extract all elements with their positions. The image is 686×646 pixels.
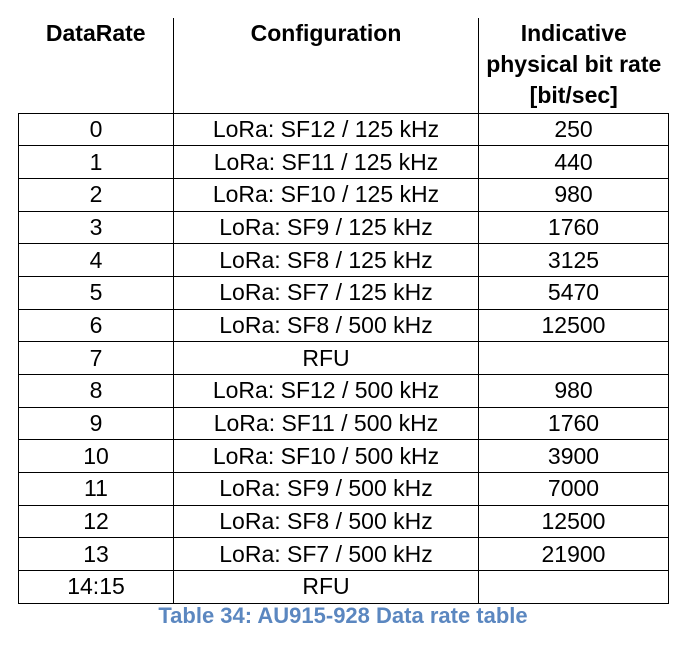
- cell-configuration: LoRa: SF8 / 500 kHz: [174, 309, 479, 342]
- header-configuration: Configuration: [174, 18, 479, 113]
- cell-configuration: LoRa: SF10 / 125 kHz: [174, 178, 479, 211]
- cell-configuration: LoRa: SF11 / 500 kHz: [174, 407, 479, 440]
- table-body: [19, 113, 669, 603]
- cell-configuration: LoRa: SF11 / 125 kHz: [174, 146, 479, 179]
- cell-configuration: LoRa: SF7 / 125 kHz: [174, 276, 479, 309]
- cell-bit-rate: 980: [479, 375, 669, 408]
- cell-datarate: 13: [19, 538, 174, 571]
- cell-bit-rate: [479, 342, 669, 375]
- cell-datarate: 12: [19, 505, 174, 538]
- table-row: [19, 505, 669, 538]
- cell-bit-rate: 7000: [479, 473, 669, 506]
- cell-datarate: 10: [19, 440, 174, 473]
- table-row: [19, 342, 669, 375]
- table-row: [19, 113, 669, 146]
- cell-bit-rate: 3125: [479, 244, 669, 277]
- cell-datarate: 2: [19, 178, 174, 211]
- cell-datarate: 11: [19, 473, 174, 506]
- table-row: [19, 244, 669, 277]
- cell-configuration: LoRa: SF9 / 500 kHz: [174, 473, 479, 506]
- table-caption: Table 34: AU915-928 Data rate table: [158, 603, 528, 628]
- cell-configuration: LoRa: SF12 / 125 kHz: [174, 113, 479, 146]
- table-row: [19, 473, 669, 506]
- cell-datarate: 5: [19, 276, 174, 309]
- cell-configuration: LoRa: SF8 / 125 kHz: [174, 244, 479, 277]
- cell-datarate: 0: [19, 113, 174, 146]
- table-row: [19, 571, 669, 604]
- table-row: [19, 440, 669, 473]
- cell-bit-rate: 1760: [479, 211, 669, 244]
- cell-bit-rate: 440: [479, 146, 669, 179]
- table-header: [19, 18, 669, 113]
- cell-configuration: LoRa: SF9 / 125 kHz: [174, 211, 479, 244]
- table-row: [19, 309, 669, 342]
- data-rate-table: [18, 18, 669, 604]
- cell-configuration: RFU: [174, 342, 479, 375]
- cell-bit-rate: 250: [479, 113, 669, 146]
- table-row: [19, 146, 669, 179]
- cell-bit-rate: [479, 571, 669, 604]
- cell-configuration: LoRa: SF8 / 500 kHz: [174, 505, 479, 538]
- cell-configuration: LoRa: SF7 / 500 kHz: [174, 538, 479, 571]
- table-row: [19, 538, 669, 571]
- table-row: [19, 375, 669, 408]
- cell-configuration: LoRa: SF12 / 500 kHz: [174, 375, 479, 408]
- table-row: [19, 407, 669, 440]
- cell-datarate: 8: [19, 375, 174, 408]
- cell-bit-rate: 12500: [479, 309, 669, 342]
- cell-datarate: 6: [19, 309, 174, 342]
- cell-configuration: RFU: [174, 571, 479, 604]
- cell-bit-rate: 5470: [479, 276, 669, 309]
- cell-datarate: 1: [19, 146, 174, 179]
- table-row: [19, 178, 669, 211]
- cell-datarate: 3: [19, 211, 174, 244]
- cell-bit-rate: 12500: [479, 505, 669, 538]
- table-row: [19, 211, 669, 244]
- cell-datarate: 14:15: [19, 571, 174, 604]
- cell-bit-rate: 21900: [479, 538, 669, 571]
- cell-bit-rate: 1760: [479, 407, 669, 440]
- cell-datarate: 9: [19, 407, 174, 440]
- cell-configuration: LoRa: SF10 / 500 kHz: [174, 440, 479, 473]
- table-row: [19, 276, 669, 309]
- header-bit-rate: Indicative physical bit rate [bit/sec]: [486, 20, 662, 108]
- cell-bit-rate: 980: [479, 178, 669, 211]
- header-datarate: DataRate: [19, 18, 174, 113]
- cell-datarate: 4: [19, 244, 174, 277]
- header-row: [19, 18, 669, 113]
- cell-bit-rate: 3900: [479, 440, 669, 473]
- cell-datarate: 7: [19, 342, 174, 375]
